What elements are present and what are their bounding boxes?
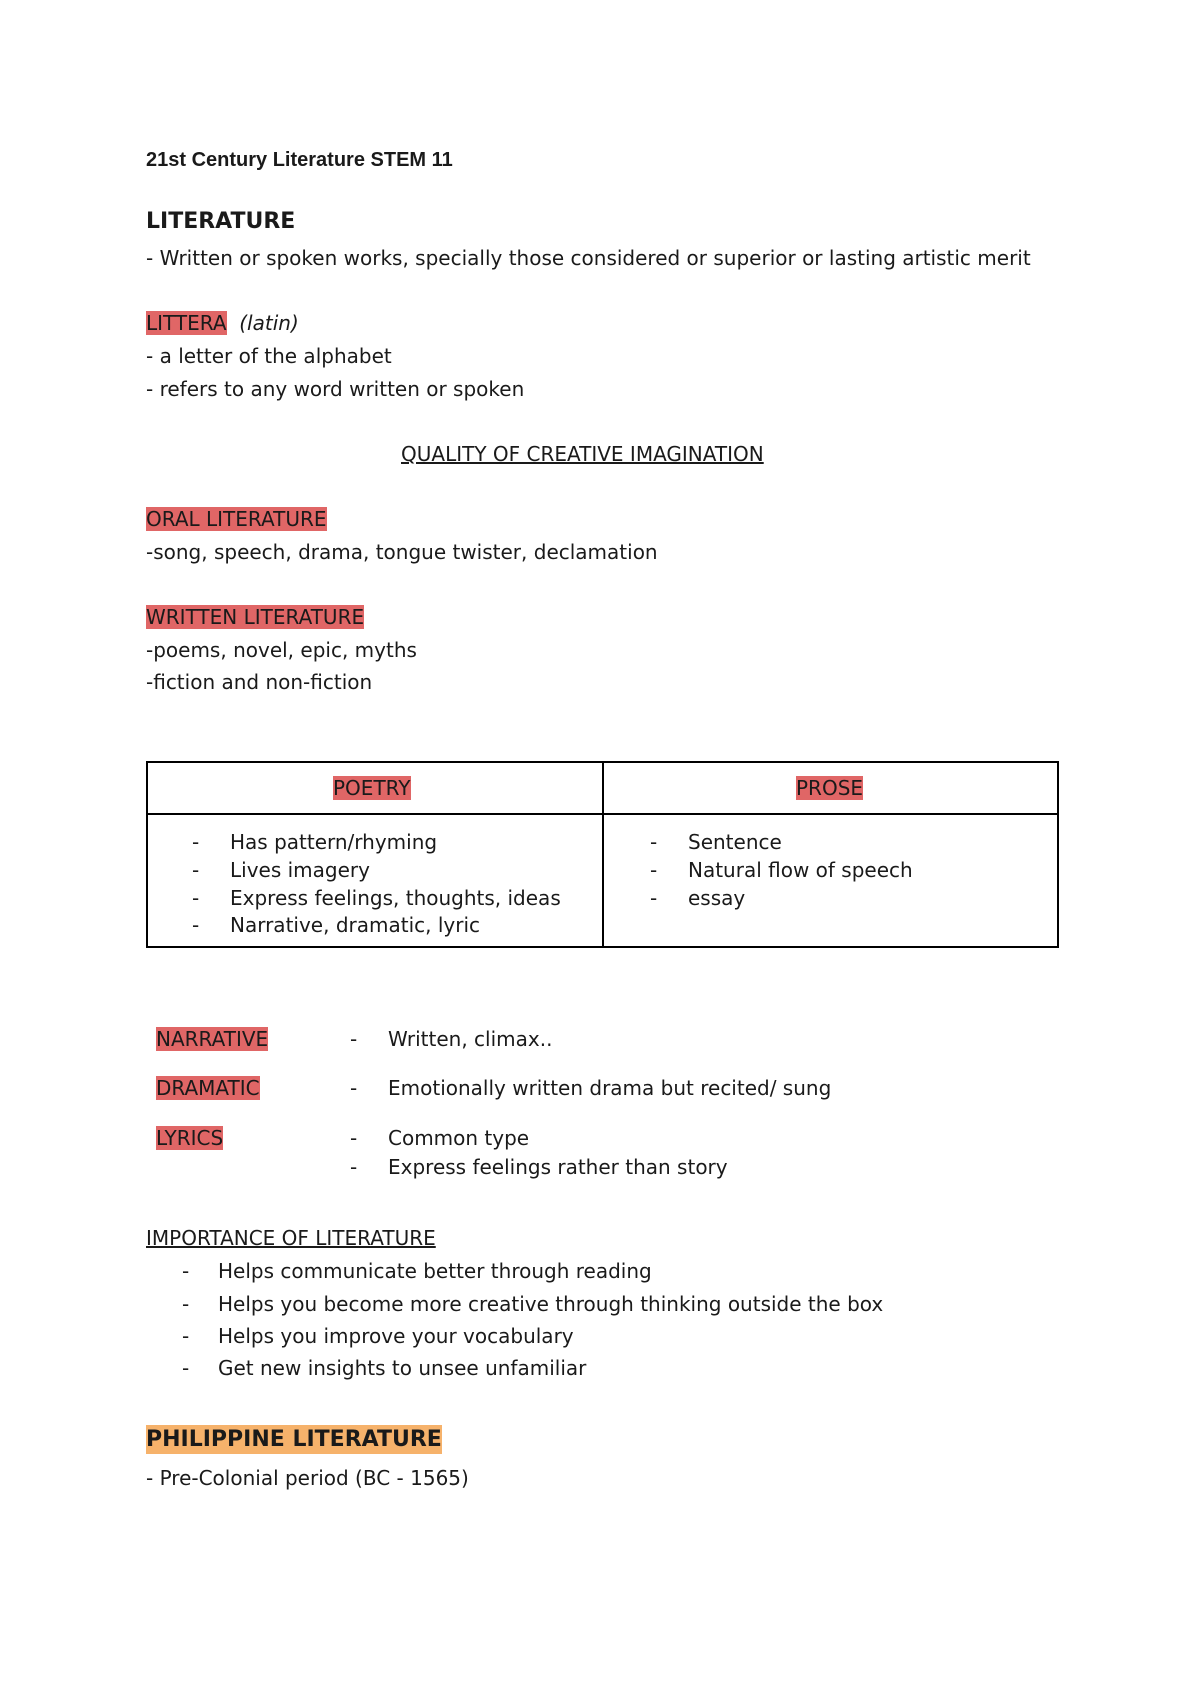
- lyrics-item-2: Express feelings rather than story: [388, 1155, 728, 1179]
- bullet-dash: -: [650, 886, 658, 910]
- narrative-item-1: Written, climax..: [388, 1027, 553, 1051]
- importance-item-3: Helps you improve your vocabulary: [218, 1324, 574, 1348]
- lyrics-item-1: Common type: [388, 1126, 530, 1150]
- lyrics-term-line: [156, 1125, 223, 1151]
- poetry-item-4: Narrative, dramatic, lyric: [230, 913, 481, 937]
- prose-item-3: essay: [688, 886, 746, 910]
- littera-line-1: - a letter of the alphabet: [146, 344, 392, 368]
- bullet-dash: -: [192, 913, 200, 937]
- poetry-item-2: Lives imagery: [230, 858, 370, 882]
- written-line-2: -fiction and non-fiction: [146, 670, 373, 694]
- poetry-item-3: Express feelings, thoughts, ideas: [230, 886, 561, 910]
- bullet-dash: -: [650, 858, 658, 882]
- written-term-line: [146, 604, 364, 630]
- bullet-dash: -: [182, 1356, 190, 1380]
- narrative-term: NARRATIVE: [156, 1027, 269, 1051]
- importance-item-1: Helps communicate better through reading: [218, 1259, 652, 1283]
- littera-term: LITTERA: [146, 311, 227, 335]
- prose-item-1: Sentence: [688, 830, 782, 854]
- importance-heading: IMPORTANCE OF LITERATURE: [146, 1226, 436, 1250]
- bullet-dash: -: [182, 1259, 190, 1283]
- littera-line-2: - refers to any word written or spoken: [146, 377, 525, 401]
- poetry-item-1: Has pattern/rhyming: [230, 830, 438, 854]
- table-divider-horizontal: [148, 813, 1057, 815]
- quality-heading: QUALITY OF CREATIVE IMAGINATION: [401, 442, 764, 466]
- poetry-prose-table: [146, 761, 1059, 948]
- bullet-dash: -: [350, 1155, 358, 1179]
- dramatic-term-line: [156, 1075, 260, 1101]
- oral-line: -song, speech, drama, tongue twister, declamation: [146, 540, 658, 564]
- bullet-dash: -: [350, 1076, 358, 1100]
- prose-item-2: Natural flow of speech: [688, 858, 913, 882]
- poetry-header: POETRY: [333, 776, 411, 800]
- literature-definition: - Written or spoken works, specially those considered or superior or lasting artistic merit: [146, 246, 1031, 270]
- philippine-heading-line: [146, 1427, 442, 1453]
- bullet-dash: -: [350, 1027, 358, 1051]
- prose-header-cell: [796, 775, 863, 801]
- bullet-dash: -: [192, 886, 200, 910]
- narrative-term-line: [156, 1026, 268, 1052]
- bullet-dash: -: [182, 1292, 190, 1316]
- littera-line: [146, 310, 299, 336]
- dramatic-item-1: Emotionally written drama but recited/ sung: [388, 1076, 832, 1100]
- oral-term-line: [146, 506, 327, 532]
- philippine-line: - Pre-Colonial period (BC - 1565): [146, 1466, 469, 1490]
- page-title: 21st Century Literature STEM 11: [146, 149, 453, 171]
- bullet-dash: -: [650, 830, 658, 854]
- littera-origin: (latin): [239, 311, 299, 335]
- importance-item-2: Helps you become more creative through thinking outside the box: [218, 1292, 884, 1316]
- lyrics-term: LYRICS: [156, 1126, 224, 1150]
- bullet-dash: -: [182, 1324, 190, 1348]
- literature-heading: LITERATURE: [146, 209, 296, 234]
- written-term: WRITTEN LITERATURE: [146, 605, 365, 629]
- written-line-1: -poems, novel, epic, myths: [146, 638, 417, 662]
- prose-header: PROSE: [796, 776, 864, 800]
- table-divider-vertical: [602, 763, 604, 946]
- dramatic-term: DRAMATIC: [156, 1076, 260, 1100]
- bullet-dash: -: [192, 858, 200, 882]
- philippine-heading: PHILIPPINE LITERATURE: [146, 1427, 442, 1452]
- bullet-dash: -: [350, 1126, 358, 1150]
- bullet-dash: -: [192, 830, 200, 854]
- oral-term: ORAL LITERATURE: [146, 507, 327, 531]
- importance-item-4: Get new insights to unsee unfamiliar: [218, 1356, 587, 1380]
- poetry-header-cell: [333, 775, 411, 801]
